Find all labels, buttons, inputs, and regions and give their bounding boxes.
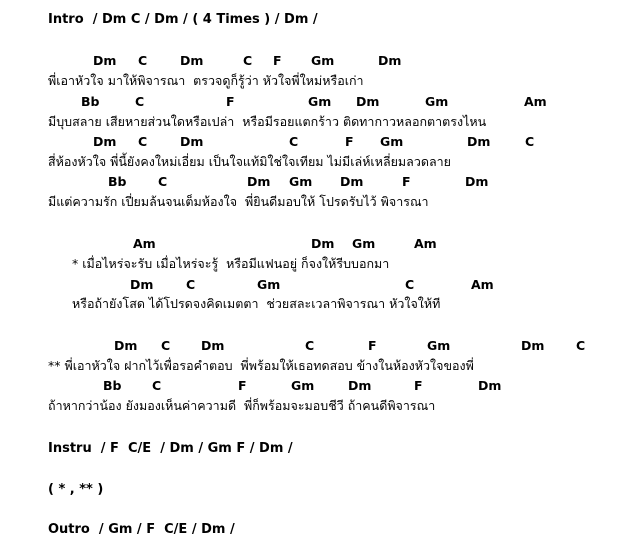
chorus-b-lyric-line-1: ** พี่เอาหัวใจ ฝากไว้เพื่อรอคำตอบ พี่พร้อมให้เธอทดสอบ ข้างในห้องหัวใจของพี่ xyxy=(48,358,474,373)
chord: C xyxy=(405,277,415,292)
chord: C xyxy=(135,94,145,109)
verse-1-lyric-line-3: สี่ห้องหัวใจ พี่นี้ยังคงใหม่เอี่ยม เป็นใจแท้มิใช่ใจเทียม ไม่มีเล่ห์เหลี่ยมลวดลาย xyxy=(48,154,451,169)
chord: Bb xyxy=(103,378,122,393)
outro-line: Outro / Gm / F C/E / Dm / xyxy=(48,522,235,537)
chord: Dm xyxy=(93,134,117,149)
chorus-a-lyric-line-1: * เมื่อไหร่จะรับ เมื่อไหร่จะรู้ หรือมีแฟนอยู่ ก็จงให้รีบบอกมา xyxy=(72,256,390,271)
chord: F xyxy=(238,378,247,393)
chord: C xyxy=(158,174,168,189)
chord: Dm xyxy=(130,277,154,292)
chord: Dm xyxy=(467,134,491,149)
chord: Bb xyxy=(81,94,100,109)
chord: F xyxy=(273,53,282,68)
chord: Gm xyxy=(352,236,376,251)
chord: C xyxy=(289,134,299,149)
chord: Gm xyxy=(289,174,313,189)
chord: Bb xyxy=(108,174,127,189)
chord: C xyxy=(305,338,315,353)
chord: Dm xyxy=(180,53,204,68)
chord: Dm xyxy=(93,53,117,68)
chord: Dm xyxy=(180,134,204,149)
verse-1-lyric-line-4: มีแต่ความรัก เปี่ยมล้นจนเต็มห้องใจ พี่ยินดีมอบให้ โปรดรับไว้ พิจารณา xyxy=(48,194,429,209)
chord: Am xyxy=(524,94,547,109)
chord: Dm xyxy=(311,236,335,251)
chord: Am xyxy=(471,277,494,292)
instrumental-line: Instru / F C/E / Dm / Gm F / Dm / xyxy=(48,441,293,456)
chord: C xyxy=(243,53,253,68)
chord: Dm xyxy=(478,378,502,393)
chord: Gm xyxy=(291,378,315,393)
chord: Dm xyxy=(247,174,271,189)
chord: Gm xyxy=(311,53,335,68)
chord: C xyxy=(152,378,162,393)
chord: Am xyxy=(414,236,437,251)
chord: Dm xyxy=(521,338,545,353)
chord: C xyxy=(186,277,196,292)
chord: F xyxy=(402,174,411,189)
chord: C xyxy=(161,338,171,353)
chord: F xyxy=(345,134,354,149)
chord: C xyxy=(576,338,586,353)
chord: Gm xyxy=(257,277,281,292)
chord: Dm xyxy=(340,174,364,189)
verse-1-lyric-line-2: มีบุบสลาย เสียหายส่วนใดหรือเปล่า หรือมีรอยแตกร้าว ติดทากาวหลอกตาตรงไหน xyxy=(48,114,487,129)
repeat-line: ( * , ** ) xyxy=(48,482,104,497)
chord: F xyxy=(226,94,235,109)
chorus-a-lyric-line-2: หรือถ้ายังโสด ได้โปรดจงคิดเมตตา ช่วยสละเวลาพิจารณา หัวใจให้ที xyxy=(72,296,441,311)
chord: Gm xyxy=(308,94,332,109)
chord: C xyxy=(525,134,535,149)
chord: Dm xyxy=(114,338,138,353)
verse-1-lyric-line-1: พี่เอาหัวใจ มาให้พิจารณา ตรวจดูก็รู้ว่า หัวใจพี่ใหม่หรือเก่า xyxy=(48,73,364,88)
chorus-b-lyric-line-2: ถ้าหากว่าน้อง ยังมองเห็นค่าความดี พี่ก็พร้อมจะมอบชีวี ถ้าคนดีพิจารณา xyxy=(48,398,436,413)
chord: Gm xyxy=(427,338,451,353)
chord: Gm xyxy=(380,134,404,149)
chord: Dm xyxy=(348,378,372,393)
chord: Gm xyxy=(425,94,449,109)
chord: Dm xyxy=(465,174,489,189)
chord: F xyxy=(368,338,377,353)
chord: F xyxy=(414,378,423,393)
chord: Dm xyxy=(378,53,402,68)
chord: C xyxy=(138,134,148,149)
intro-line: Intro / Dm C / Dm / ( 4 Times ) / Dm / xyxy=(48,12,318,27)
chord: Am xyxy=(133,236,156,251)
chord: Dm xyxy=(356,94,380,109)
chord: Dm xyxy=(201,338,225,353)
chord: C xyxy=(138,53,148,68)
